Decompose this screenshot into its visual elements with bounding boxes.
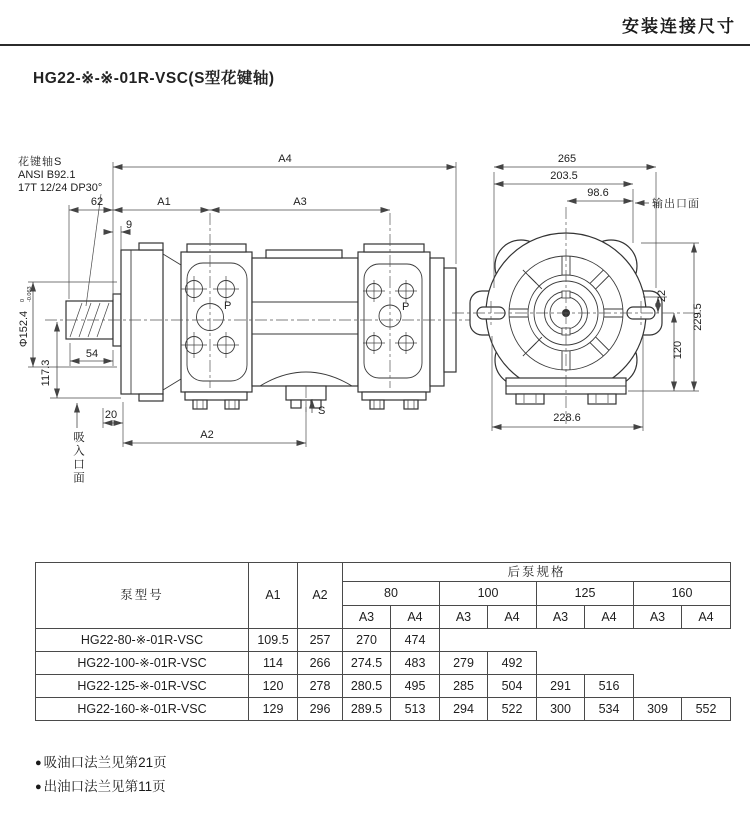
dim-265: 265 [557,153,577,165]
dim-a1: A1 [157,196,171,208]
sub-header-a4: A4 [391,606,440,629]
table-row [36,675,731,698]
table-cell: 279 [440,652,488,675]
table-cell: HG22-125-※-01R-VSC [36,675,249,698]
table-cell: 285 [440,675,488,698]
table-cell: 289.5 [343,698,391,721]
table-cell: 278 [298,675,343,698]
table-cell: 291 [537,675,585,698]
outlet-face-label: 输出口面 [652,198,700,210]
sub-header-a4: A4 [585,606,634,629]
suction-face-label: 吸入口面 [72,431,84,485]
dim-20: 20 [104,409,118,421]
table-cell: 504 [488,675,537,698]
footnote-text: 吸油口法兰见第21页 [43,755,167,770]
table-cell: 309 [634,698,682,721]
footnotes [35,751,167,799]
sub-header-a3: A3 [634,606,682,629]
group-header-100: 100 [440,582,537,606]
sub-header-a3: A3 [440,606,488,629]
table-cell: 513 [391,698,440,721]
dim-a2: A2 [200,429,214,441]
table-cell: 495 [391,675,440,698]
sub-header-a3: A3 [343,606,391,629]
front-port-p-label: P [224,300,232,312]
col-header-model: 泵型号 [36,563,249,629]
end-view-pump [452,207,704,424]
table-cell: HG22-160-※-01R-VSC [36,698,249,721]
dim-229-5: 229.5 [692,303,704,331]
dim-98-6: 98.6 [587,187,609,199]
bullet-icon: ● [35,781,42,793]
dim-120: 120 [672,340,684,360]
table-cell: 300 [537,698,585,721]
spline-note-1: 花键轴S [18,156,63,168]
table-row [36,629,731,652]
dim-203-5: 203.5 [550,170,578,182]
s-port-label: S [318,405,326,417]
table-cell: 129 [249,698,298,721]
side-view-pump [45,213,487,412]
table-cell: 522 [488,698,537,721]
table-cell: 474 [391,629,440,652]
table-cell: 483 [391,652,440,675]
sub-header-a4: A4 [682,606,731,629]
table-cell: 516 [585,675,634,698]
dim-phi152: Φ152.4 [18,310,30,348]
group-header-80: 80 [343,582,440,606]
spline-note-2: ANSI B92.1 [18,169,76,181]
col-header-a2: A2 [298,563,343,629]
col-header-a1: A1 [249,563,298,629]
group-header-160: 160 [634,582,731,606]
spline-note-3: 17T 12/24 DP30° [18,182,103,194]
sub-header-a3: A3 [537,606,585,629]
table-cell: 266 [298,652,343,675]
table-cell: 492 [488,652,537,675]
footnote-line [35,775,167,799]
bullet-icon: ● [35,757,42,769]
dim-117-3: 117.3 [40,359,52,387]
table-cell: 257 [298,629,343,652]
dim-a3: A3 [293,196,307,208]
table-cell: 109.5 [249,629,298,652]
table-cell: 114 [249,652,298,675]
table-cell: 280.5 [343,675,391,698]
table-cell: 120 [249,675,298,698]
table-row [36,652,731,675]
dim-9: 9 [126,219,133,231]
dim-phi152-tol-upper: 0 [20,298,26,302]
dim-22: 22 [656,289,668,303]
table-row [36,698,731,721]
group-header-125: 125 [537,582,634,606]
table-cell: 296 [298,698,343,721]
table-cell: 534 [585,698,634,721]
table-cell: 552 [682,698,731,721]
dimension-table [35,562,731,721]
table-cell: HG22-100-※-01R-VSC [36,652,249,675]
table-cell: 270 [343,629,391,652]
dim-62: 62 [90,196,104,208]
footnote-line [35,751,167,775]
rear-port-p-label: P [402,301,410,313]
table-cell: HG22-80-※-01R-VSC [36,629,249,652]
dim-phi152-tol-lower: -0.063 [27,286,33,302]
footnote-text: 出油口法兰见第11页 [43,779,166,794]
col-header-rear-spec: 后泵规格 [343,563,731,582]
drawing-title: HG22-※-※-01R-VSC(S型花键轴) [33,70,275,87]
table-cell: 294 [440,698,488,721]
dim-228-6: 228.6 [553,412,581,424]
dim-54: 54 [85,348,99,360]
page-title: 安装连接尺寸 [622,17,736,36]
sub-header-a4: A4 [488,606,537,629]
table-cell: 274.5 [343,652,391,675]
dim-a4: A4 [278,153,292,165]
